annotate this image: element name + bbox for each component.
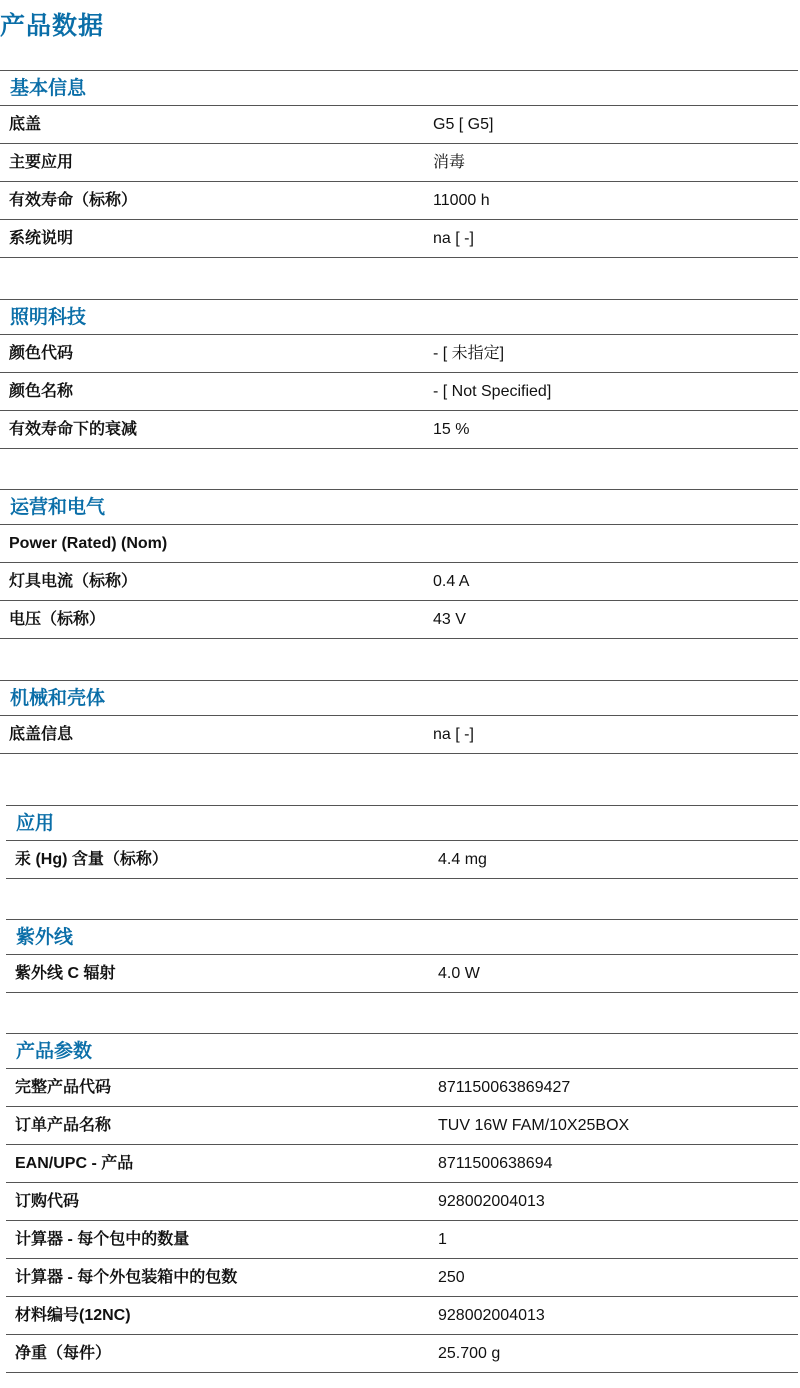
row-value: 25.700 g (438, 1345, 501, 1362)
row-value: na [ -] (433, 230, 474, 247)
table-row (0, 106, 798, 144)
row-label: 计算器 - 每个包中的数量 (15, 1231, 190, 1248)
table-row (0, 335, 798, 373)
row-label: 主要应用 (9, 154, 74, 171)
row-value: 消毒 (433, 154, 466, 171)
row-label: 订单产品名称 (15, 1117, 112, 1134)
section-operation-electrical (0, 489, 798, 639)
section-uv (6, 919, 798, 993)
row-value: TUV 16W FAM/10X25BOX (438, 1117, 630, 1134)
row-value: 928002004013 (438, 1307, 545, 1324)
section-title: 产品参数 (6, 1033, 798, 1069)
table-row (0, 716, 798, 754)
table-row (6, 1335, 798, 1373)
table-row (6, 1107, 798, 1145)
row-label: 有效寿命下的衰减 (9, 421, 138, 438)
table-row (0, 182, 798, 220)
row-value: 0.4 A (433, 573, 470, 590)
table-row (6, 1259, 798, 1297)
table-row (0, 563, 798, 601)
row-label: 有效寿命（标称） (9, 192, 138, 209)
table-row (6, 955, 798, 993)
row-value: 11000 h (433, 192, 490, 209)
row-label: 灯具电流（标称） (9, 573, 138, 590)
row-value: na [ -] (433, 726, 474, 743)
section-title: 应用 (6, 805, 798, 841)
row-label: 计算器 - 每个外包装箱中的包数 (15, 1269, 238, 1286)
row-label: 颜色名称 (9, 383, 74, 400)
row-label: 汞 (Hg) 含量（标称） (15, 851, 168, 868)
row-label: 电压（标称） (9, 611, 106, 628)
table-row (0, 373, 798, 411)
section-product-params (6, 1033, 798, 1373)
row-label: Power (Rated) (Nom) (9, 535, 168, 552)
section-application (6, 805, 798, 879)
row-value: 928002004013 (438, 1193, 545, 1210)
section-title: 机械和壳体 (0, 680, 798, 716)
row-label: 净重（每件） (15, 1345, 112, 1362)
section-mechanical-housing (0, 680, 798, 754)
table-row (6, 1183, 798, 1221)
table-row (6, 1221, 798, 1259)
table-row (6, 1069, 798, 1107)
row-value: 250 (438, 1269, 465, 1286)
table-row (0, 144, 798, 182)
row-label: 系统说明 (9, 230, 74, 247)
row-value: 871150063869427 (438, 1079, 571, 1096)
row-value: 1 (438, 1231, 447, 1248)
row-value: 43 V (433, 611, 466, 628)
row-label: 紫外线 C 辐射 (15, 965, 116, 982)
row-label: 底盖 (9, 116, 42, 133)
row-label: 完整产品代码 (15, 1079, 112, 1096)
row-value: 4.0 W (438, 965, 480, 982)
page-title: 产品数据 (0, 12, 105, 40)
row-value: 15 % (433, 421, 470, 438)
section-title: 运营和电气 (0, 489, 798, 525)
table-row (0, 411, 798, 449)
section-basic-info (0, 70, 798, 258)
table-row (0, 601, 798, 639)
section-title: 照明科技 (0, 299, 798, 335)
row-label: 材料编号(12NC) (15, 1307, 131, 1324)
table-row (0, 220, 798, 258)
section-lighting-tech (0, 299, 798, 449)
row-label: 颜色代码 (9, 345, 74, 362)
row-label: 订购代码 (15, 1193, 80, 1210)
table-row (0, 525, 798, 563)
row-value: - [ Not Specified] (433, 383, 552, 400)
row-value: 8711500638694 (438, 1155, 553, 1172)
table-row (6, 1145, 798, 1183)
section-title: 基本信息 (0, 70, 798, 106)
row-label: 底盖信息 (9, 726, 74, 743)
row-label: EAN/UPC - 产品 (15, 1155, 134, 1172)
row-value: - [ 未指定] (433, 345, 505, 362)
section-title: 紫外线 (6, 919, 798, 955)
table-row (6, 1297, 798, 1335)
table-row (6, 841, 798, 879)
row-value: 4.4 mg (438, 851, 487, 868)
row-value: G5 [ G5] (433, 116, 494, 133)
